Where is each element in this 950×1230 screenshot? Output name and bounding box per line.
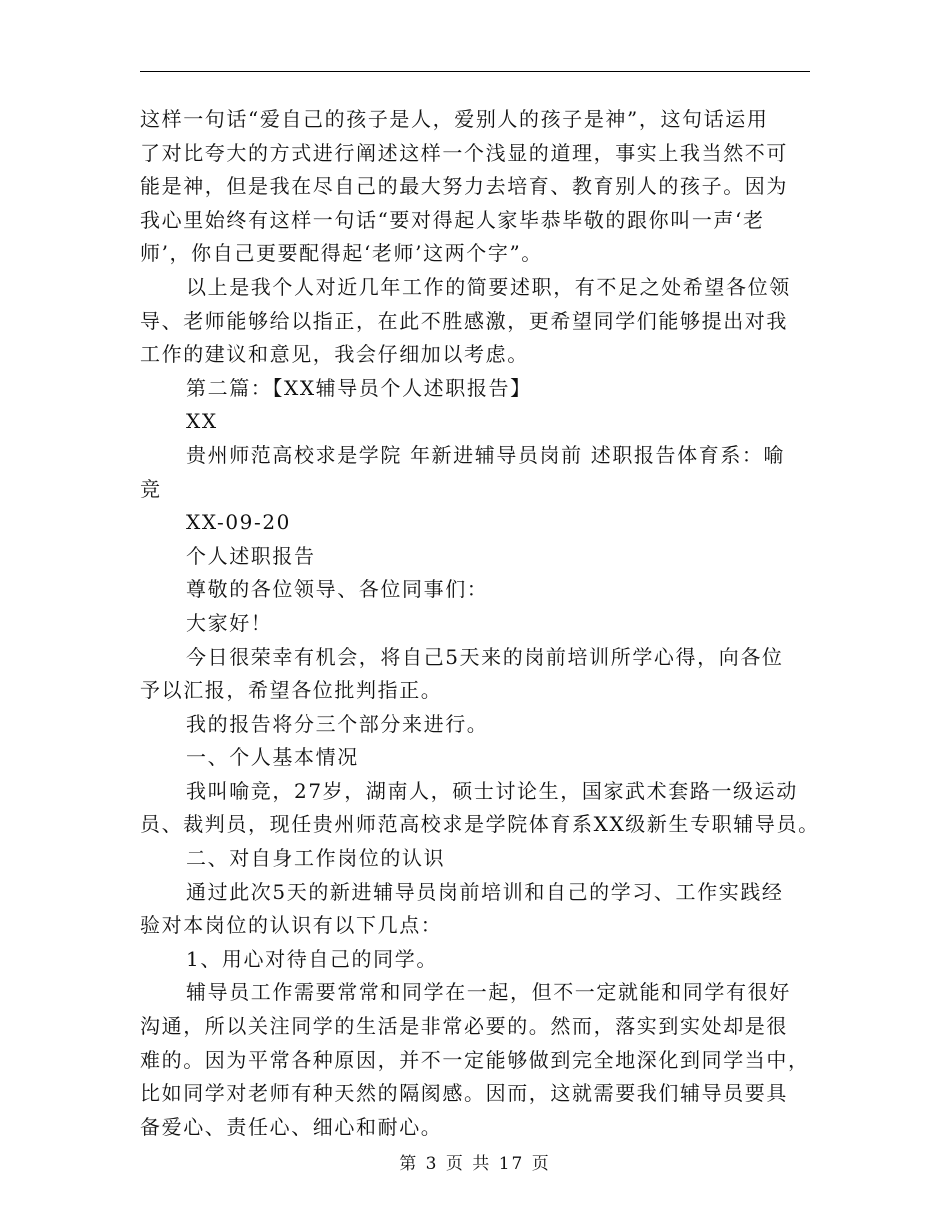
body-line: 沟通，所以关注同学的生活是非常必要的。然而，落实到实处却是很 (140, 1014, 788, 1039)
body-line: 师’，你自己更要配得起‘老师’这两个字”。 (140, 241, 543, 266)
body-line: 员、裁判员，现任贵州师范高校求是学院体育系XX级新生专职辅导员。 (140, 812, 820, 837)
body-line: 贵州师范高校求是学院 年新进辅导员岗前 述职报告体育系：喻 (186, 442, 786, 467)
greeting: 大家好！ (186, 610, 273, 635)
body-line: 以上是我个人对近几年工作的简要述职，有不足之处希望各位领 (186, 274, 791, 299)
body-line: 工作的建议和意见，我会仔细加以考虑。 (140, 342, 529, 367)
header-rule (140, 71, 810, 72)
body-line: XX (186, 409, 218, 434)
body-line: 予以汇报，希望各位批判指正。 (140, 678, 443, 703)
body-line: 备爱心、责任心、细心和耐心。 (140, 1114, 443, 1139)
body-line: 我心里始终有这样一句话“要对得起人家毕恭毕敬的跟你叫一声‘老 (140, 207, 765, 232)
body-line: 我叫喻竞，27岁，湖南人，硕士讨论生，国家武术套路一级运动 (186, 778, 798, 803)
body-line: 了对比夸大的方式进行阐述这样一个浅显的道理，事实上我当然不可 (140, 140, 788, 165)
body-line: 能是神，但是我在尽自己的最大努力去培育、教育别人的孩子。因为 (140, 174, 788, 199)
subsection-heading: 一、个人基本情况 (186, 745, 359, 770)
body-line: 我的报告将分三个部分来进行。 (186, 711, 489, 736)
body-line: 难的。因为平常各种原因，并不一定能够做到完全地深化到同学当中， (140, 1047, 810, 1072)
body-line: 辅导员工作需要常常和同学在一起，但不一定就能和同学有很好 (186, 980, 791, 1005)
body-line: 验对本岗位的认识有以下几点： (140, 913, 443, 938)
page-number-footer: 第 3 页 共 17 页 (399, 1154, 551, 1174)
salutation: 尊敬的各位领导、各位同事们： (186, 577, 489, 602)
body-line: 通过此次5天的新进辅导员岗前培训和自己的学习、工作实践经 (186, 879, 784, 904)
document-body (140, 103, 820, 1144)
section-heading: 第二篇：【XX辅导员个人述职报告】 (186, 375, 532, 400)
list-item: 1、用心对待自己的同学。 (186, 946, 438, 971)
report-title: 个人述职报告 (186, 543, 316, 568)
body-line: 今日很荣幸有机会，将自己5天来的岗前培训所学心得，向各位 (186, 644, 784, 669)
subsection-heading: 二、对自身工作岗位的认识 (186, 846, 446, 871)
body-line: 这样一句话“爱自己的孩子是人，爱别人的孩子是神”，这句话运用 (140, 107, 769, 131)
body-line: 竞 (140, 476, 162, 501)
body-line: 比如同学对老师有种天然的隔阂感。因而，这就需要我们辅导员要具 (140, 1081, 788, 1106)
body-line: 导、老师能够给以指正，在此不胜感激，更希望同学们能够提出对我 (140, 308, 788, 333)
date-line: XX-09-20 (186, 510, 291, 535)
